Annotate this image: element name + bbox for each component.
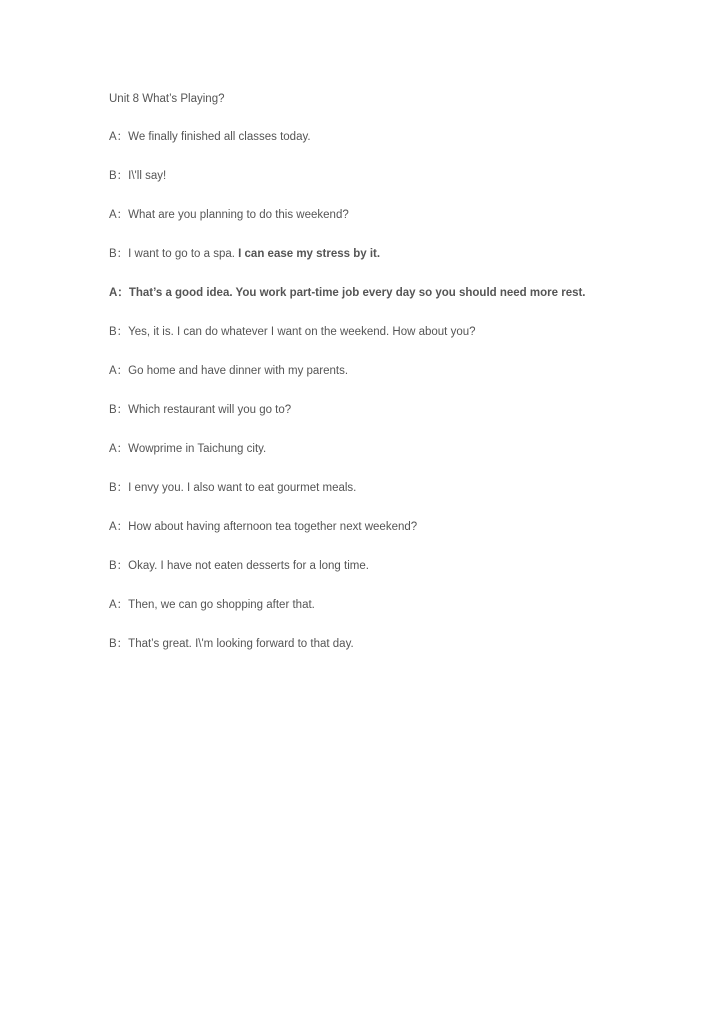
speaker-label: A： — [109, 599, 129, 611]
dialogue-line — [109, 480, 586, 519]
dialogue-line — [109, 441, 586, 480]
speaker-label: B： — [109, 638, 129, 650]
dialogue-line — [109, 246, 586, 285]
dialogue-line — [109, 558, 586, 597]
line-text: Wowprime in Taichung city. — [128, 443, 267, 455]
dialogue-line — [109, 636, 586, 675]
dialogue-line — [109, 324, 586, 363]
line-bold-text: That’s a good idea. You work part-time job every day so you should need more rest. — [128, 287, 586, 299]
speaker-label: A： — [109, 209, 129, 221]
line-text: How about having afternoon tea together next weekend? — [128, 521, 418, 533]
line-bold-text: I can ease my stress by it. — [238, 248, 381, 260]
document-title: Unit 8 What’s Playing? — [109, 93, 225, 105]
line-text: We finally finished all classes today. — [128, 131, 311, 143]
line-text: Which restaurant will you go to? — [128, 404, 292, 416]
speaker-label: B： — [109, 248, 129, 260]
speaker-label: A： — [109, 131, 129, 143]
line-text: I\'ll say! — [128, 170, 167, 182]
speaker-label: B： — [109, 560, 129, 572]
dialogue-line — [109, 519, 586, 558]
dialogue-list — [109, 129, 586, 675]
line-text: That’s great. I\'m looking forward to that day. — [128, 638, 354, 650]
dialogue-line — [109, 597, 586, 636]
dialogue-line — [109, 285, 586, 324]
dialogue-line — [109, 207, 586, 246]
dialogue-line — [109, 402, 586, 441]
line-text: Then, we can go shopping after that. — [128, 599, 315, 611]
speaker-label: A： — [109, 443, 129, 455]
dialogue-line — [109, 168, 586, 207]
speaker-label: B： — [109, 482, 129, 494]
dialogue-line — [109, 363, 586, 402]
speaker-label: B： — [109, 170, 129, 182]
line-text: Yes, it is. I can do whatever I want on the weekend. How about you? — [128, 326, 476, 338]
line-text: What are you planning to do this weekend? — [128, 209, 349, 221]
line-text: I envy you. I also want to eat gourmet meals. — [128, 482, 357, 494]
speaker-label: A： — [109, 365, 129, 377]
speaker-label: B： — [109, 326, 129, 338]
speaker-label: B： — [109, 404, 129, 416]
speaker-label: A： — [109, 287, 129, 299]
line-text: Go home and have dinner with my parents. — [128, 365, 349, 377]
line-text: I want to go to a spa. — [128, 248, 239, 260]
speaker-label: A： — [109, 521, 129, 533]
line-text: Okay. I have not eaten desserts for a long time. — [128, 560, 369, 572]
dialogue-line — [109, 129, 586, 168]
